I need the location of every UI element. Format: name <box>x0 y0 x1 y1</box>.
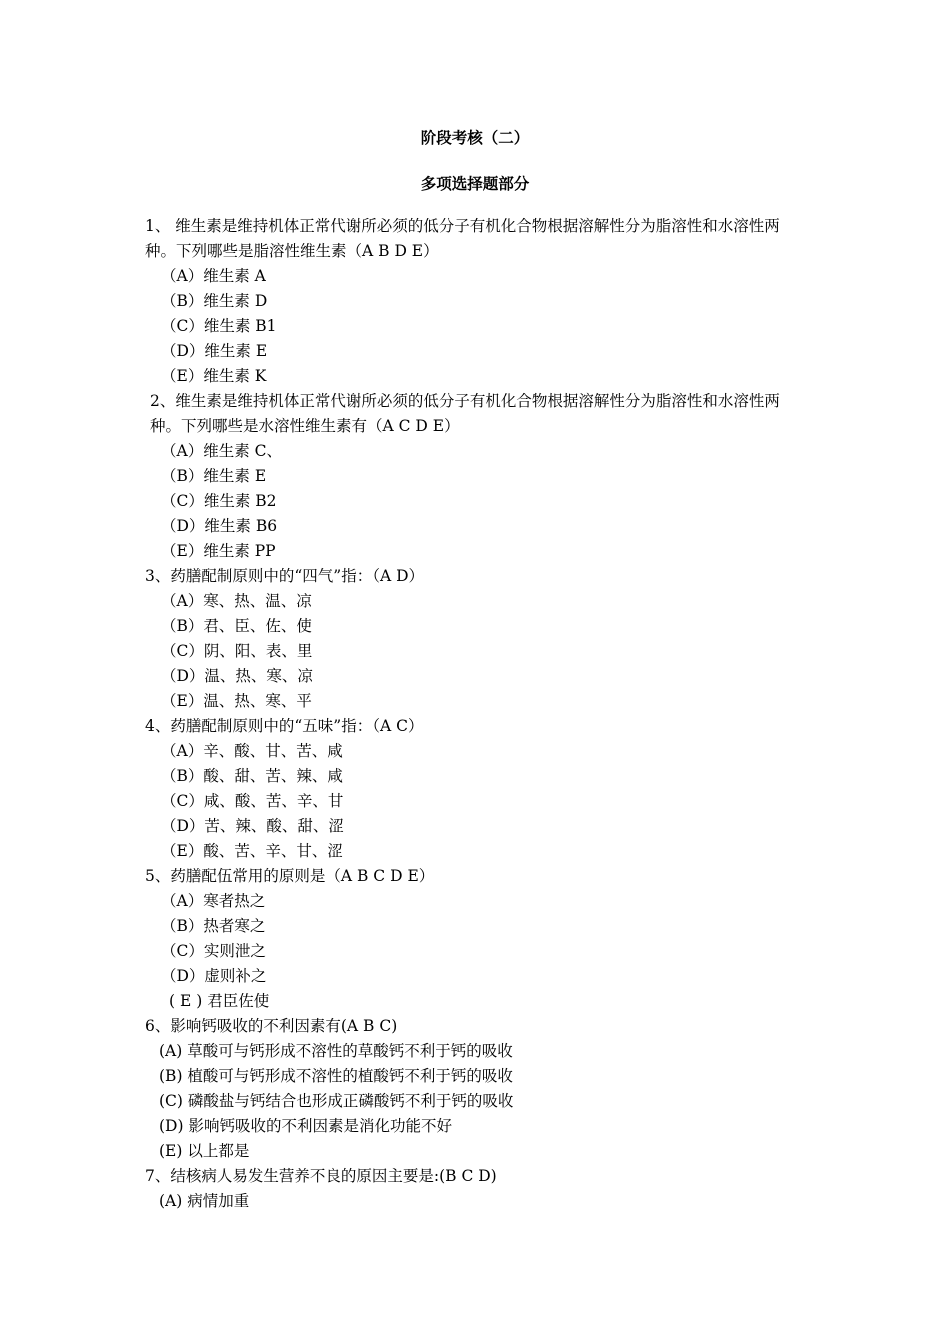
question-5-option-d: （D）虚则补之 <box>161 967 267 985</box>
section-title: 多项选择题部分 <box>420 174 530 193</box>
question-4-option-d: （D）苦、辣、酸、甜、涩 <box>161 817 344 835</box>
question-3-option-e: （E）温、热、寒、平 <box>161 692 312 710</box>
question-5-stem: 5、药膳配伍常用的原则是（A B C D E） <box>145 867 435 885</box>
question-6-option-a: (A) 草酸可与钙形成不溶性的草酸钙不利于钙的吸收 <box>159 1042 513 1060</box>
question-2-option-d: （D）维生素 B6 <box>161 517 278 535</box>
question-5-option-a: （A）寒者热之 <box>161 892 266 910</box>
question-5-option-b: （B）热者寒之 <box>161 917 266 935</box>
question-4-option-e: （E）酸、苦、辛、甘、涩 <box>161 842 343 860</box>
question-1-option-c: （C）维生素 B1 <box>161 317 277 335</box>
question-3-option-a: （A）寒、热、温、凉 <box>161 592 312 610</box>
question-4-option-a: （A）辛、酸、甘、苦、咸 <box>161 742 343 760</box>
question-3-stem: 3、药膳配制原则中的“四气”指：（A D） <box>145 567 425 585</box>
question-1-stem: 1、 维生素是维持机体正常代谢所必须的低分子有机化合物根据溶解性分为脂溶性和水溶性两种。下列哪些是脂溶性维生素（A B D E） <box>145 217 780 260</box>
question-6-option-d: (D) 影响钙吸收的不利因素是消化功能不好 <box>159 1117 452 1135</box>
question-4-stem: 4、药膳配制原则中的“五味”指：（A C） <box>145 717 424 735</box>
question-5-option-c: （C）实则泄之 <box>161 942 266 960</box>
question-2-option-b: （B）维生素 E <box>161 467 267 485</box>
question-7-stem: 7、结核病人易发生营养不良的原因主要是:(B C D) <box>145 1167 497 1185</box>
question-2-option-e: （E）维生素 PP <box>161 542 276 560</box>
question-5-option-e: ( E ) 君臣佐使 <box>169 992 270 1010</box>
question-1-option-a: （A）维生素 A <box>161 267 266 285</box>
document-title: 阶段考核（二） <box>420 128 530 147</box>
question-4-option-b: （B）酸、甜、苦、辣、咸 <box>161 767 343 785</box>
question-1-option-b: （B）维生素 D <box>161 292 268 310</box>
question-3-option-c: （C）阴、阳、表、里 <box>161 642 313 660</box>
question-list <box>145 214 805 1214</box>
question-3-option-b: （B）君、臣、佐、使 <box>161 617 312 635</box>
question-6-option-e: (E) 以上都是 <box>159 1142 250 1160</box>
question-4-option-c: （C）咸、酸、苦、辛、甘 <box>161 792 344 810</box>
question-3-option-d: （D）温、热、寒、凉 <box>161 667 313 685</box>
question-6-stem: 6、影响钙吸收的不利因素有(A B C) <box>145 1017 398 1035</box>
question-1-option-d: （D）维生素 E <box>161 342 268 360</box>
question-2-stem: 2、维生素是维持机体正常代谢所必须的低分子有机化合物根据溶解性分为脂溶性和水溶性两种。下列哪些是水溶性维生素有（A C D E） <box>150 392 780 435</box>
question-7-option-a: (A) 病情加重 <box>159 1192 250 1210</box>
question-1-option-e: （E）维生素 K <box>161 367 267 385</box>
question-6-option-c: (C) 磷酸盐与钙结合也形成正磷酸钙不利于钙的吸收 <box>159 1092 514 1110</box>
question-2-option-a: （A）维生素 C、 <box>161 442 282 460</box>
question-6-option-b: (B) 植酸可与钙形成不溶性的植酸钙不利于钙的吸收 <box>159 1067 513 1085</box>
question-2-option-c: （C）维生素 B2 <box>161 492 277 510</box>
